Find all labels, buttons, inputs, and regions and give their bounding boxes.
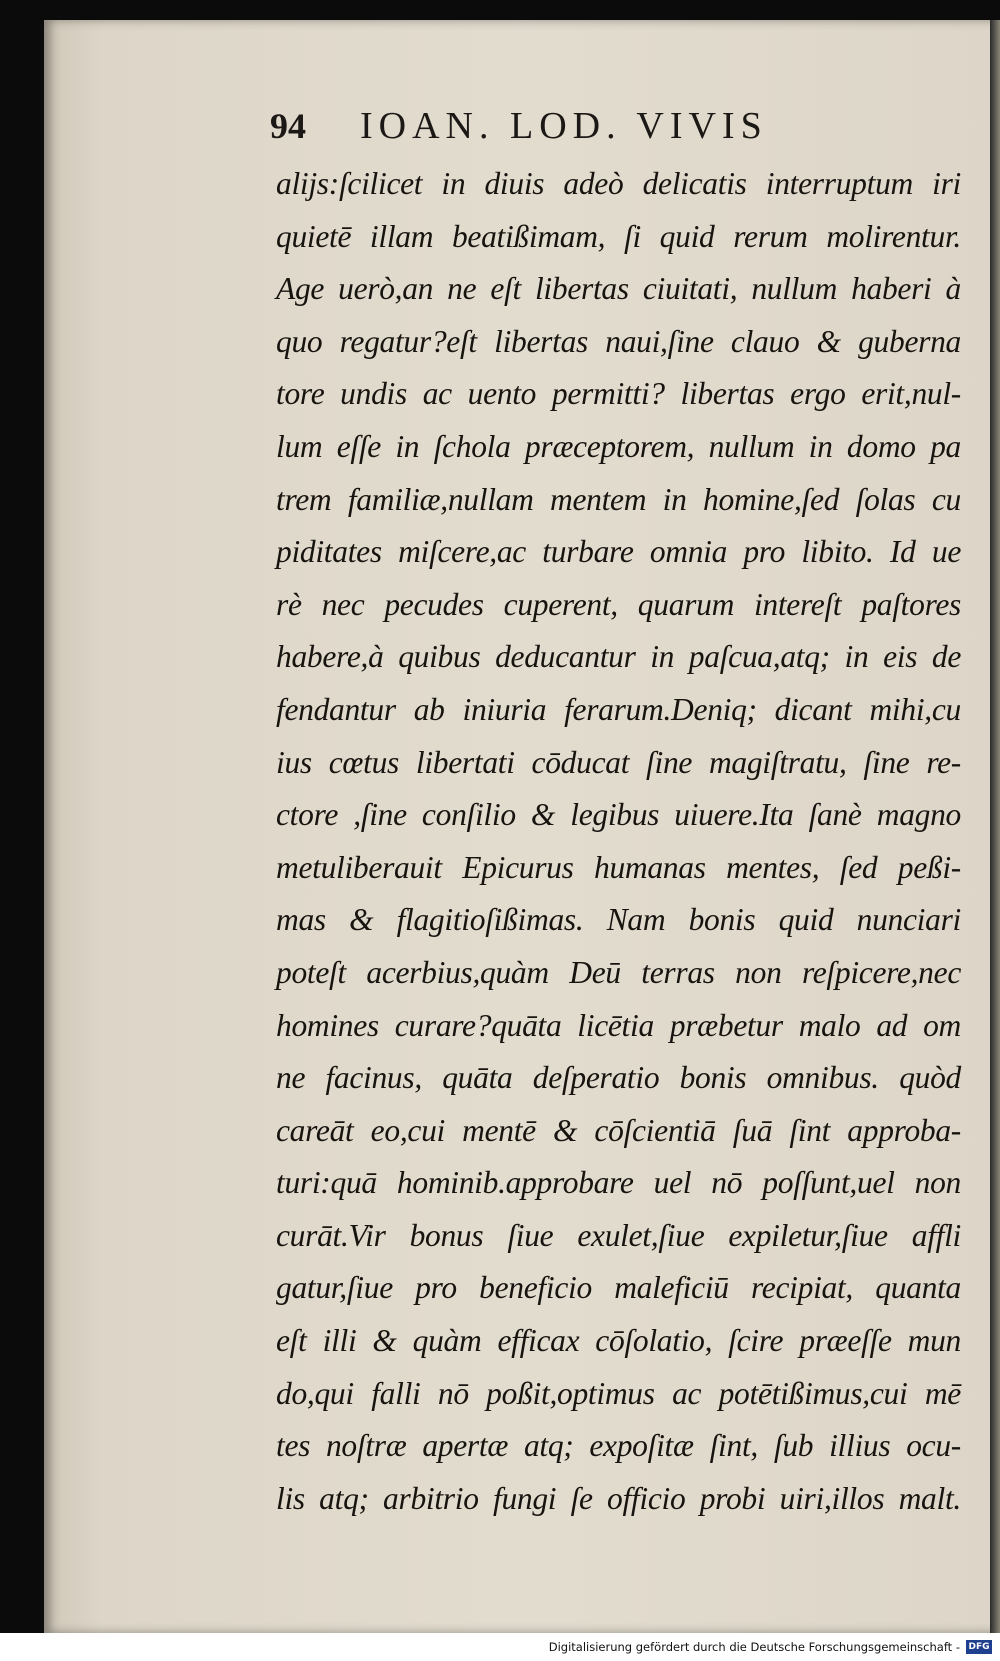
footer-bar: [0, 1633, 1000, 1661]
text-line: lum eſſe in ſchola præceptorem, nullum in domo pa: [276, 428, 961, 464]
text-line: curāt.Vir bonus ſiue exulet,ſiue expiletur,ſiue affli: [276, 1217, 961, 1253]
text-line: tes noſtræ apertæ atq; expoſitæ ſint, ſub illius ocu-: [276, 1428, 961, 1464]
text-line: metuliberauit Epicurus humanas mentes, ſed peßi-: [276, 849, 961, 885]
text-line: ius cœtus libertati cōducat ſine magiſtratu, ſine re-: [276, 744, 961, 780]
text-line: quietē illam beatißimam, ſi quid rerum molirentur.: [276, 218, 961, 254]
text-line: fendantur ab iniuria ferarum.Deniq; dicant mihi,cu: [276, 691, 961, 727]
page-header: [270, 104, 860, 152]
text-line: piditates miſcere,ac turbare omnia pro libito. Id ue: [276, 534, 961, 570]
footer-credit: Digitalisierung gefördert durch die Deutsche Forschungsgemeinschaft -: [548, 1640, 960, 1654]
page-number: 94: [270, 106, 306, 146]
text-line: gatur,ſiue pro beneficio maleficiū recipiat, quanta: [276, 1270, 961, 1306]
dfg-logo-icon: DFG: [966, 1640, 992, 1654]
text-line: homines curare?quāta licētia præbetur malo ad om: [276, 1007, 961, 1043]
text-line: habere,à quibus deducantur in paſcua,atq; in eis de: [276, 639, 961, 675]
text-line: do,qui falli nō poßit,optimus ac potētißimus,cui mē: [276, 1375, 961, 1411]
text-line: poteſt acerbius,quàm Deū terras non reſpicere,nec: [276, 954, 961, 990]
text-line: Age uerò,an ne eſt libertas ciuitati, nullum haberi à: [276, 271, 961, 307]
text-line: ne facinus, quāta deſperatio bonis omnibus. quòd: [276, 1060, 961, 1096]
text-line: ctore ,ſine conſilio & legibus uiuere.Ita ſanè magno: [276, 797, 961, 833]
page-edge: [990, 20, 1000, 1633]
text-line: careāt eo,cui mentē & cōſcientiā ſuā ſint approba-: [276, 1112, 961, 1148]
text-line: eſt illi & quàm efficax cōſolatio, ſcire præeſſe mun: [276, 1323, 961, 1359]
text-line: rè nec pecudes cuperent, quarum intereſt paſtores: [276, 586, 961, 622]
text-line: quo regatur?eſt libertas naui,ſine clauo & guberna: [276, 323, 961, 359]
text-line: mas & flagitioſißimas. Nam bonis quid nunciari: [276, 902, 961, 938]
text-line: tore undis ac uento permitti? libertas ergo erit,nul-: [276, 376, 961, 412]
running-title: IOAN. LOD. VIVIS: [360, 105, 768, 147]
text-line: lis atq; arbitrio fungi ſe officio probi uiri,illos malt.: [276, 1480, 961, 1516]
text-line: alijs:ſcilicet in diuis adeò delicatis interruptum iri: [276, 166, 961, 201]
body-text: [276, 158, 961, 1525]
text-line: trem familiæ,nullam mentem in homine,ſed ſolas cu: [276, 481, 961, 517]
text-line: turi:quā hominib.approbare uel nō poſſunt,uel non: [276, 1165, 961, 1201]
